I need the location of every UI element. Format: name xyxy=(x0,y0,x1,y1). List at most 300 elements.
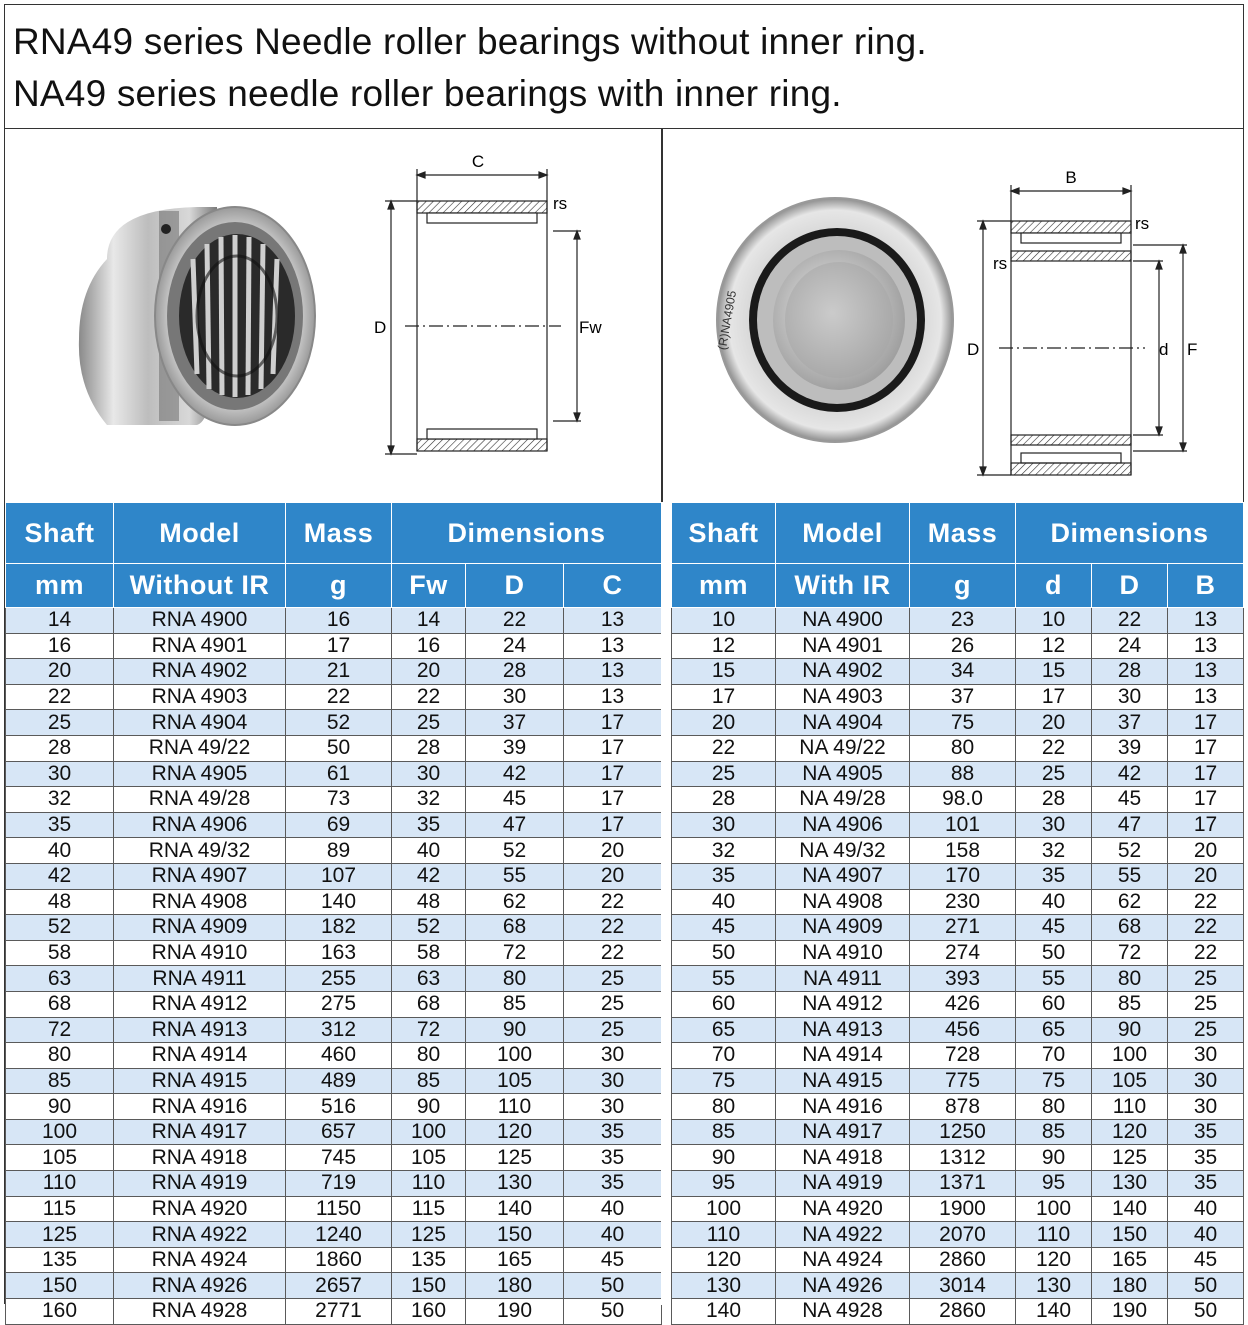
shaft-cell: 14 xyxy=(6,608,114,634)
dim3-cell: 17 xyxy=(564,787,662,813)
dim2-cell: 80 xyxy=(1092,966,1168,992)
shaft-cell: 35 xyxy=(672,863,776,889)
dim3-cell: 30 xyxy=(1168,1094,1244,1120)
dim2-cell: 120 xyxy=(1092,1119,1168,1145)
dim1-cell: 85 xyxy=(392,1068,466,1094)
table-row xyxy=(6,1094,662,1120)
dim1-cell: 20 xyxy=(392,659,466,685)
mass-cell: 426 xyxy=(910,991,1016,1017)
dim3-cell: 30 xyxy=(564,1068,662,1094)
shaft-cell: 52 xyxy=(6,915,114,941)
dim1-cell: 110 xyxy=(392,1171,466,1197)
label-d: D xyxy=(374,318,387,337)
subheader-c: C xyxy=(564,564,662,608)
label-d-inner: d xyxy=(1159,340,1169,359)
model-cell: NA 4918 xyxy=(776,1145,910,1171)
dim3-cell: 40 xyxy=(1168,1222,1244,1248)
mass-cell: 2070 xyxy=(910,1222,1016,1248)
shaft-cell: 30 xyxy=(6,761,114,787)
dim2-cell: 180 xyxy=(1092,1273,1168,1299)
mass-cell: 1900 xyxy=(910,1196,1016,1222)
dim1-cell: 125 xyxy=(392,1222,466,1248)
dim3-cell: 45 xyxy=(564,1247,662,1273)
table-row xyxy=(672,659,1244,685)
shaft-cell: 12 xyxy=(672,633,776,659)
shaft-cell: 10 xyxy=(672,608,776,634)
dim1-cell: 28 xyxy=(392,735,466,761)
mass-cell: 745 xyxy=(286,1145,392,1171)
mass-cell: 37 xyxy=(910,684,1016,710)
shaft-cell: 45 xyxy=(672,915,776,941)
label-fw: Fw xyxy=(579,318,602,337)
table-row xyxy=(6,812,662,838)
dim2-cell: 90 xyxy=(466,1017,564,1043)
model-cell: RNA 4900 xyxy=(114,608,286,634)
dim1-cell: 40 xyxy=(1016,889,1092,915)
shaft-cell: 140 xyxy=(672,1299,776,1325)
dim3-cell: 22 xyxy=(1168,940,1244,966)
subheader-b: B xyxy=(1168,564,1244,608)
table-row xyxy=(672,915,1244,941)
model-cell: NA 4919 xyxy=(776,1171,910,1197)
dim3-cell: 22 xyxy=(564,940,662,966)
dim2-cell: 47 xyxy=(1092,812,1168,838)
dim1-cell: 160 xyxy=(392,1299,466,1325)
model-cell: NA 4907 xyxy=(776,863,910,889)
dim1-cell: 120 xyxy=(1016,1247,1092,1273)
table-row xyxy=(6,1043,662,1069)
rna-table xyxy=(5,502,662,1325)
shaft-cell: 90 xyxy=(672,1145,776,1171)
dim1-cell: 10 xyxy=(1016,608,1092,634)
shaft-cell: 22 xyxy=(6,684,114,710)
dim1-cell: 52 xyxy=(392,915,466,941)
mass-cell: 73 xyxy=(286,787,392,813)
dim1-cell: 25 xyxy=(1016,761,1092,787)
dim2-cell: 28 xyxy=(466,659,564,685)
shaft-cell: 25 xyxy=(6,710,114,736)
mass-cell: 140 xyxy=(286,889,392,915)
subheader-mass-unit: g xyxy=(286,564,392,608)
model-cell: RNA 4922 xyxy=(114,1222,286,1248)
dim2-cell: 140 xyxy=(466,1196,564,1222)
mass-cell: 1312 xyxy=(910,1145,1016,1171)
table-row xyxy=(6,684,662,710)
dim3-cell: 50 xyxy=(564,1273,662,1299)
mass-cell: 719 xyxy=(286,1171,392,1197)
model-cell: NA 49/32 xyxy=(776,838,910,864)
dim2-cell: 100 xyxy=(1092,1043,1168,1069)
model-cell: RNA 4914 xyxy=(114,1043,286,1069)
table-row xyxy=(6,966,662,992)
dim3-cell: 22 xyxy=(1168,889,1244,915)
table-row xyxy=(6,1171,662,1197)
dim3-cell: 17 xyxy=(1168,735,1244,761)
shaft-cell: 95 xyxy=(672,1171,776,1197)
dim2-cell: 55 xyxy=(466,863,564,889)
dim1-cell: 130 xyxy=(1016,1273,1092,1299)
figure-divider xyxy=(661,129,663,502)
spec-sheet xyxy=(4,4,1244,1323)
dim2-cell: 30 xyxy=(1092,684,1168,710)
dim1-cell: 25 xyxy=(392,710,466,736)
dim1-cell: 30 xyxy=(392,761,466,787)
table-row xyxy=(6,863,662,889)
shaft-cell: 150 xyxy=(6,1273,114,1299)
mass-cell: 21 xyxy=(286,659,392,685)
table-row xyxy=(672,1043,1244,1069)
model-cell: RNA 4924 xyxy=(114,1247,286,1273)
dim3-cell: 13 xyxy=(1168,684,1244,710)
dim1-cell: 42 xyxy=(392,863,466,889)
model-cell: RNA 4918 xyxy=(114,1145,286,1171)
dim2-cell: 52 xyxy=(1092,838,1168,864)
table-row xyxy=(6,659,662,685)
dim2-cell: 80 xyxy=(466,966,564,992)
shaft-cell: 65 xyxy=(672,1017,776,1043)
na-bearing-photo xyxy=(705,195,955,445)
table-row xyxy=(672,1273,1244,1299)
dim1-cell: 17 xyxy=(1016,684,1092,710)
header-shaft: Shaft xyxy=(672,503,776,564)
subheader-model-type: With IR xyxy=(776,564,910,608)
shaft-cell: 30 xyxy=(672,812,776,838)
mass-cell: 456 xyxy=(910,1017,1016,1043)
mass-cell: 312 xyxy=(286,1017,392,1043)
model-cell: NA 4916 xyxy=(776,1094,910,1120)
model-cell: RNA 49/22 xyxy=(114,735,286,761)
mass-cell: 26 xyxy=(910,633,1016,659)
dim3-cell: 20 xyxy=(564,838,662,864)
shaft-cell: 22 xyxy=(672,735,776,761)
model-cell: NA 4908 xyxy=(776,889,910,915)
mass-cell: 2860 xyxy=(910,1247,1016,1273)
mass-cell: 88 xyxy=(910,761,1016,787)
dim2-cell: 110 xyxy=(1092,1094,1168,1120)
dim3-cell: 40 xyxy=(1168,1196,1244,1222)
dim1-cell: 150 xyxy=(392,1273,466,1299)
dim2-cell: 165 xyxy=(466,1247,564,1273)
table-row xyxy=(6,1017,662,1043)
dim3-cell: 30 xyxy=(1168,1043,1244,1069)
rna-table-body xyxy=(6,608,662,1325)
shaft-cell: 32 xyxy=(6,787,114,813)
label-c: C xyxy=(471,152,485,171)
dim3-cell: 13 xyxy=(1168,608,1244,634)
dim2-cell: 180 xyxy=(466,1273,564,1299)
dim1-cell: 100 xyxy=(1016,1196,1092,1222)
mass-cell: 1371 xyxy=(910,1171,1016,1197)
label-rs-top: rs xyxy=(1135,214,1150,233)
dim1-cell: 22 xyxy=(1016,735,1092,761)
shaft-cell: 35 xyxy=(6,812,114,838)
table-row xyxy=(6,889,662,915)
shaft-cell: 20 xyxy=(6,659,114,685)
table-row xyxy=(672,787,1244,813)
model-cell: NA 4902 xyxy=(776,659,910,685)
mass-cell: 2860 xyxy=(910,1299,1016,1325)
dim2-cell: 62 xyxy=(1092,889,1168,915)
dim3-cell: 13 xyxy=(1168,633,1244,659)
subheader-shaft-unit: mm xyxy=(6,564,114,608)
mass-cell: 657 xyxy=(286,1119,392,1145)
model-cell: NA 4909 xyxy=(776,915,910,941)
shaft-cell: 70 xyxy=(672,1043,776,1069)
label-rs: rs xyxy=(553,194,568,213)
dim3-cell: 50 xyxy=(1168,1299,1244,1325)
mass-cell: 107 xyxy=(286,863,392,889)
dim1-cell: 15 xyxy=(1016,659,1092,685)
dim2-cell: 62 xyxy=(466,889,564,915)
dim3-cell: 25 xyxy=(1168,991,1244,1017)
shaft-cell: 55 xyxy=(672,966,776,992)
table-row xyxy=(672,1171,1244,1197)
model-cell: RNA 4917 xyxy=(114,1119,286,1145)
dim1-cell: 65 xyxy=(1016,1017,1092,1043)
model-cell: RNA 4911 xyxy=(114,966,286,992)
shaft-cell: 125 xyxy=(6,1222,114,1248)
mass-cell: 69 xyxy=(286,812,392,838)
dim3-cell: 40 xyxy=(564,1196,662,1222)
shaft-cell: 80 xyxy=(672,1094,776,1120)
model-cell: NA 4910 xyxy=(776,940,910,966)
shaft-cell: 100 xyxy=(6,1119,114,1145)
shaft-cell: 120 xyxy=(672,1247,776,1273)
shaft-cell: 110 xyxy=(672,1222,776,1248)
dim2-cell: 190 xyxy=(1092,1299,1168,1325)
model-cell: RNA 4928 xyxy=(114,1299,286,1325)
model-cell: RNA 4903 xyxy=(114,684,286,710)
dim1-cell: 140 xyxy=(1016,1299,1092,1325)
shaft-cell: 32 xyxy=(672,838,776,864)
dim2-cell: 120 xyxy=(466,1119,564,1145)
dim2-cell: 37 xyxy=(466,710,564,736)
mass-cell: 158 xyxy=(910,838,1016,864)
model-cell: RNA 4902 xyxy=(114,659,286,685)
table-row xyxy=(672,1222,1244,1248)
shaft-cell: 130 xyxy=(672,1273,776,1299)
dim2-cell: 85 xyxy=(466,991,564,1017)
dim3-cell: 17 xyxy=(564,812,662,838)
mass-cell: 22 xyxy=(286,684,392,710)
table-row xyxy=(6,838,662,864)
na-table-body xyxy=(672,608,1244,1325)
mass-cell: 98.0 xyxy=(910,787,1016,813)
dim3-cell: 22 xyxy=(1168,915,1244,941)
dim3-cell: 25 xyxy=(564,991,662,1017)
model-cell: NA 4913 xyxy=(776,1017,910,1043)
model-cell: NA 4924 xyxy=(776,1247,910,1273)
header-dimensions: Dimensions xyxy=(392,503,662,564)
subheader-d-outer: D xyxy=(1092,564,1168,608)
dim1-cell: 28 xyxy=(1016,787,1092,813)
table-row xyxy=(672,1068,1244,1094)
shaft-cell: 90 xyxy=(6,1094,114,1120)
dim1-cell: 90 xyxy=(392,1094,466,1120)
model-cell: RNA 4905 xyxy=(114,761,286,787)
model-cell: NA 4905 xyxy=(776,761,910,787)
mass-cell: 2657 xyxy=(286,1273,392,1299)
model-cell: NA 4906 xyxy=(776,812,910,838)
mass-cell: 489 xyxy=(286,1068,392,1094)
dim3-cell: 17 xyxy=(1168,812,1244,838)
mass-cell: 16 xyxy=(286,608,392,634)
dim3-cell: 35 xyxy=(1168,1119,1244,1145)
mass-cell: 271 xyxy=(910,915,1016,941)
table-row xyxy=(6,735,662,761)
dim3-cell: 22 xyxy=(564,915,662,941)
dim2-cell: 24 xyxy=(1092,633,1168,659)
dim1-cell: 22 xyxy=(392,684,466,710)
table-row xyxy=(6,915,662,941)
subheader-d: D xyxy=(466,564,564,608)
subheader-shaft-unit: mm xyxy=(672,564,776,608)
dim3-cell: 30 xyxy=(564,1043,662,1069)
dim1-cell: 35 xyxy=(392,812,466,838)
shaft-cell: 16 xyxy=(6,633,114,659)
table-row xyxy=(672,838,1244,864)
table-row xyxy=(672,1299,1244,1325)
model-cell: NA 4901 xyxy=(776,633,910,659)
dim2-cell: 24 xyxy=(466,633,564,659)
table-row xyxy=(6,608,662,634)
dim2-cell: 45 xyxy=(466,787,564,813)
dim3-cell: 25 xyxy=(1168,966,1244,992)
dim1-cell: 110 xyxy=(1016,1222,1092,1248)
dim3-cell: 25 xyxy=(564,966,662,992)
table-row xyxy=(672,735,1244,761)
model-cell: RNA 4908 xyxy=(114,889,286,915)
table-row xyxy=(672,633,1244,659)
dim2-cell: 105 xyxy=(1092,1068,1168,1094)
dim2-cell: 85 xyxy=(1092,991,1168,1017)
model-cell: RNA 4912 xyxy=(114,991,286,1017)
shaft-cell: 48 xyxy=(6,889,114,915)
shaft-cell: 75 xyxy=(672,1068,776,1094)
dim2-cell: 150 xyxy=(1092,1222,1168,1248)
shaft-cell: 115 xyxy=(6,1196,114,1222)
figures-panel xyxy=(5,129,1243,502)
mass-cell: 75 xyxy=(910,710,1016,736)
dim3-cell: 13 xyxy=(564,659,662,685)
label-d-outer: D xyxy=(967,340,980,359)
dim2-cell: 22 xyxy=(466,608,564,634)
mass-cell: 50 xyxy=(286,735,392,761)
shaft-cell: 28 xyxy=(672,787,776,813)
dim1-cell: 32 xyxy=(1016,838,1092,864)
model-cell: NA 4900 xyxy=(776,608,910,634)
model-cell: NA 4914 xyxy=(776,1043,910,1069)
dim1-cell: 68 xyxy=(392,991,466,1017)
dim3-cell: 13 xyxy=(564,608,662,634)
dim1-cell: 32 xyxy=(392,787,466,813)
shaft-cell: 40 xyxy=(6,838,114,864)
dim1-cell: 80 xyxy=(1016,1094,1092,1120)
mass-cell: 89 xyxy=(286,838,392,864)
dim3-cell: 40 xyxy=(564,1222,662,1248)
mass-cell: 80 xyxy=(910,735,1016,761)
subheader-mass-unit: g xyxy=(910,564,1016,608)
dim3-cell: 35 xyxy=(1168,1145,1244,1171)
dim1-cell: 14 xyxy=(392,608,466,634)
shaft-cell: 17 xyxy=(672,684,776,710)
model-cell: NA 4920 xyxy=(776,1196,910,1222)
dim2-cell: 105 xyxy=(466,1068,564,1094)
shaft-cell: 110 xyxy=(6,1171,114,1197)
dim3-cell: 17 xyxy=(1168,710,1244,736)
dim1-cell: 45 xyxy=(1016,915,1092,941)
mass-cell: 163 xyxy=(286,940,392,966)
dim1-cell: 55 xyxy=(1016,966,1092,992)
dim3-cell: 30 xyxy=(564,1094,662,1120)
dim1-cell: 115 xyxy=(392,1196,466,1222)
dim2-cell: 45 xyxy=(1092,787,1168,813)
mass-cell: 460 xyxy=(286,1043,392,1069)
table-row xyxy=(672,1119,1244,1145)
mass-cell: 1860 xyxy=(286,1247,392,1273)
shaft-cell: 28 xyxy=(6,735,114,761)
shaft-cell: 42 xyxy=(6,863,114,889)
dim2-cell: 68 xyxy=(466,915,564,941)
dim2-cell: 72 xyxy=(466,940,564,966)
dim3-cell: 13 xyxy=(1168,659,1244,685)
model-cell: NA 4911 xyxy=(776,966,910,992)
table-row xyxy=(6,991,662,1017)
model-cell: NA 4912 xyxy=(776,991,910,1017)
mass-cell: 23 xyxy=(910,608,1016,634)
header-mass: Mass xyxy=(286,503,392,564)
table-row xyxy=(672,863,1244,889)
dim2-cell: 68 xyxy=(1092,915,1168,941)
dim2-cell: 28 xyxy=(1092,659,1168,685)
model-cell: RNA 4901 xyxy=(114,633,286,659)
dim1-cell: 70 xyxy=(1016,1043,1092,1069)
table-row xyxy=(672,1145,1244,1171)
dim1-cell: 105 xyxy=(392,1145,466,1171)
table-row xyxy=(672,684,1244,710)
shaft-cell: 160 xyxy=(6,1299,114,1325)
mass-cell: 170 xyxy=(910,863,1016,889)
dim2-cell: 39 xyxy=(1092,735,1168,761)
model-cell: NA 4926 xyxy=(776,1273,910,1299)
table-row xyxy=(672,608,1244,634)
shaft-cell: 100 xyxy=(672,1196,776,1222)
table-row xyxy=(672,1094,1244,1120)
dim2-cell: 22 xyxy=(1092,608,1168,634)
dim2-cell: 140 xyxy=(1092,1196,1168,1222)
dim3-cell: 35 xyxy=(564,1119,662,1145)
shaft-cell: 15 xyxy=(672,659,776,685)
subheader-model-type: Without IR xyxy=(114,564,286,608)
shaft-cell: 63 xyxy=(6,966,114,992)
dim1-cell: 135 xyxy=(392,1247,466,1273)
mass-cell: 101 xyxy=(910,812,1016,838)
dim2-cell: 37 xyxy=(1092,710,1168,736)
dim1-cell: 100 xyxy=(392,1119,466,1145)
mass-cell: 1250 xyxy=(910,1119,1016,1145)
model-cell: RNA 4913 xyxy=(114,1017,286,1043)
table-row xyxy=(672,1017,1244,1043)
model-cell: NA 4928 xyxy=(776,1299,910,1325)
dim3-cell: 22 xyxy=(564,889,662,915)
dim1-cell: 12 xyxy=(1016,633,1092,659)
rna-cross-section-drawing xyxy=(365,149,635,469)
label-rs-side: rs xyxy=(993,254,1008,273)
dim3-cell: 45 xyxy=(1168,1247,1244,1273)
dim1-cell: 75 xyxy=(1016,1068,1092,1094)
shaft-cell: 85 xyxy=(672,1119,776,1145)
dim1-cell: 30 xyxy=(1016,812,1092,838)
